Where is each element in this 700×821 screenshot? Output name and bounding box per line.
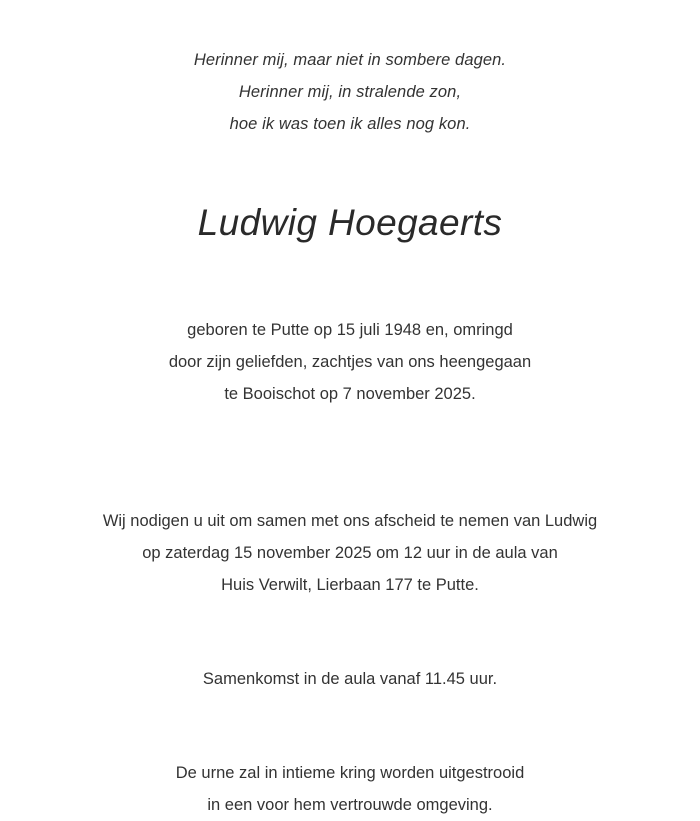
deceased-name: Ludwig Hoegaerts bbox=[197, 202, 503, 243]
urn-line-1: De urne zal in intieme kring worden uitgestrooid bbox=[175, 764, 525, 782]
birth-death-line-1: geboren te Putte op 15 juli 1948 en, omringd bbox=[187, 321, 513, 339]
urn-line-2: in een voor hem vertrouwde omgeving. bbox=[207, 796, 493, 814]
poem-line-3: hoe ik was toen ik alles nog kon. bbox=[229, 115, 471, 133]
gathering-line-1: Samenkomst in de aula vanaf 11.45 uur. bbox=[202, 670, 498, 688]
invitation-line-3: Huis Verwilt, Lierbaan 177 te Putte. bbox=[221, 576, 479, 594]
birth-death-line-3: te Booischot op 7 november 2025. bbox=[224, 385, 476, 403]
poem-line-1: Herinner mij, maar niet in sombere dagen. bbox=[193, 51, 507, 69]
birth-death-details bbox=[34, 314, 666, 410]
gathering-time bbox=[34, 663, 666, 695]
poem-verse bbox=[34, 44, 666, 140]
birth-death-line-2: door zijn geliefden, zachtjes van ons heengegaan bbox=[168, 353, 532, 371]
invitation-line-2: op zaterdag 15 november 2025 om 12 uur in de aula van bbox=[142, 544, 558, 562]
poem-line-2: Herinner mij, in stralende zon, bbox=[238, 83, 462, 101]
urn-note bbox=[34, 757, 666, 821]
funeral-invitation bbox=[34, 505, 666, 601]
invitation-line-1: Wij nodigen u uit om samen met ons afscheid te nemen van Ludwig bbox=[102, 512, 598, 530]
